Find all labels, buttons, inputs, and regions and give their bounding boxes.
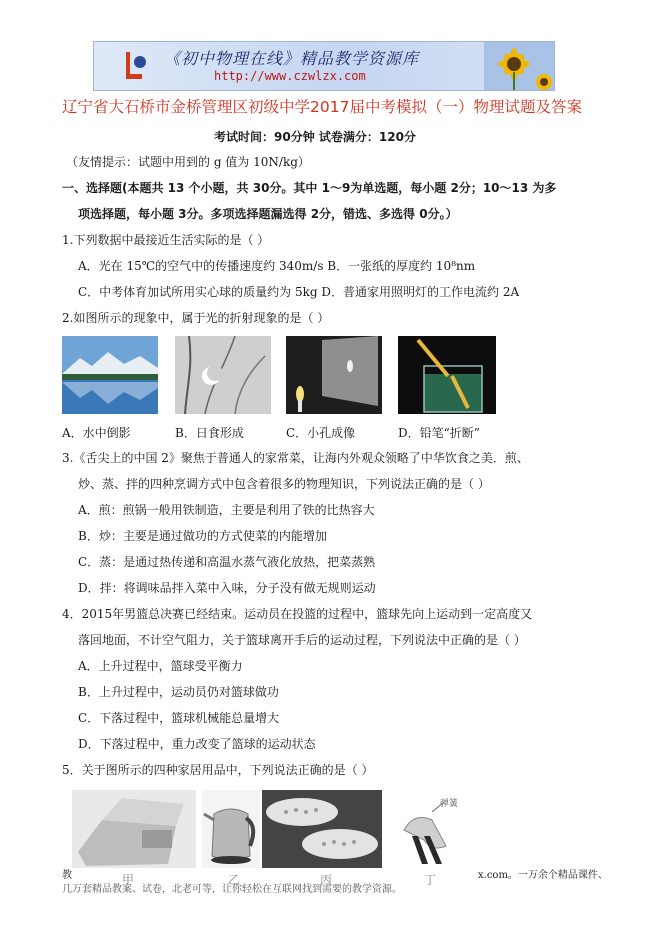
q5-stem: 5．关于图所示的四种家居用品中，下列说法正确的是（ ） <box>62 763 374 777</box>
tip-text: （友情提示：试题中用到的 g 值为 10N/kg） <box>66 155 310 169</box>
footer-left: 教 <box>62 870 72 881</box>
q2-option-c: C．小孔成像 <box>286 426 356 440</box>
q4-option-d: D．下落过程中，重力改变了篮球的运动状态 <box>78 737 316 751</box>
q3-option-a: A．煎：煎锅一般用铁制造，主要是利用了铁的比热容大 <box>78 503 375 517</box>
q3-option-b: B．炒：主要是通过做功的方式使菜的内能增加 <box>78 529 327 543</box>
slipper-soles-image <box>262 790 382 868</box>
lake-reflection-image <box>62 336 158 414</box>
label-jia: 甲 <box>122 873 135 887</box>
banner-title: 《初中物理在线》精品教学资源库 <box>164 49 420 68</box>
document-title: 辽宁省大石桥市金桥管理区初级中学2017届中考模拟（一）物理试题及答案 <box>62 98 582 116</box>
section-header-line2: 项选择题，每小题 3分。多项选择题漏选得 2分，错选、多选得 0分。） <box>78 207 458 221</box>
pencil-in-water-image <box>398 336 496 414</box>
q1-options-ab: A．光在 15℃的空气中的传播速度约 340m/s B．一张纸的厚度约 10⁸nm <box>78 259 476 273</box>
q2-option-a: A．水中倒影 <box>62 426 131 440</box>
q2-option-d: D．铅笔“折断” <box>398 426 480 440</box>
label-bing: 丙 <box>320 873 333 887</box>
sunflower-icon <box>484 42 554 90</box>
q1-stem: 1.下列数据中最接近生活实际的是（ ） <box>62 233 270 247</box>
pinhole-image <box>286 336 382 414</box>
label-yi: 乙 <box>228 873 241 887</box>
q3-option-c: C．蒸：是通过热传递和高温水蒸气液化放热，把菜蒸熟 <box>78 555 376 569</box>
kettle-image <box>202 790 260 868</box>
q3-stem-line1: 3.《舌尖上的中国 2》聚焦于普通人的家常菜，让海内外观众领略了中华饮食之美．煎、 <box>62 451 529 465</box>
q2-stem: 2.如图所示的现象中，属于光的折射现象的是（ ） <box>62 311 330 325</box>
footer-line2: 几万套精品教案、试卷，北老可等，让你轻松在互联网找到需要的教学资源。 <box>62 884 402 895</box>
banner <box>93 41 555 91</box>
section-header-line1: 一、选择题(本题共 13 个小题，共 30分。其中 1～9为单选题，每小题 2分；10～13 为多 <box>62 181 557 195</box>
q3-stem-line2: 炒、蒸、拌的四种烹调方式中包含着很多的物理知识，下列说法正确的是（ ） <box>78 477 490 491</box>
footer-right[interactable]: x.com。一万余个精品课件、 <box>478 870 608 881</box>
scissors-image <box>384 790 474 870</box>
q4-option-b: B．上升过程中，运动员仍对篮球做功 <box>78 685 279 699</box>
solar-eclipse-image <box>175 336 271 414</box>
q1-options-cd: C．中考体育加试所用实心球的质量约为 5kg D．普通家用照明灯的工作电流约 2A <box>78 285 520 299</box>
q4-stem-line2: 落回地面，不计空气阻力，关于篮球离开手后的运动过程，下列说法中正确的是（ ） <box>78 633 526 647</box>
q4-option-a: A．上升过程中，篮球受平衡力 <box>78 659 243 673</box>
logo-icon <box>120 48 148 84</box>
spring-label: 弹簧 <box>440 799 459 809</box>
banner-url[interactable]: http://www.czwlzx.com <box>214 69 366 83</box>
cutting-board-image <box>72 790 196 868</box>
q4-option-c: C．下落过程中，篮球机械能总量增大 <box>78 711 280 725</box>
q4-stem-line1: 4．2015年男篮总决赛已经结束。运动员在投篮的过程中，篮球先向上运动到一定高度又 <box>62 607 533 621</box>
q2-option-b: B．日食形成 <box>175 426 244 440</box>
exam-info: 考试时间：90分钟 试卷满分：120分 <box>214 130 416 144</box>
q3-option-d: D．拌：将调味品拌入菜中入味，分子没有做无规则运动 <box>78 581 376 595</box>
label-ding: 丁 <box>424 873 437 887</box>
